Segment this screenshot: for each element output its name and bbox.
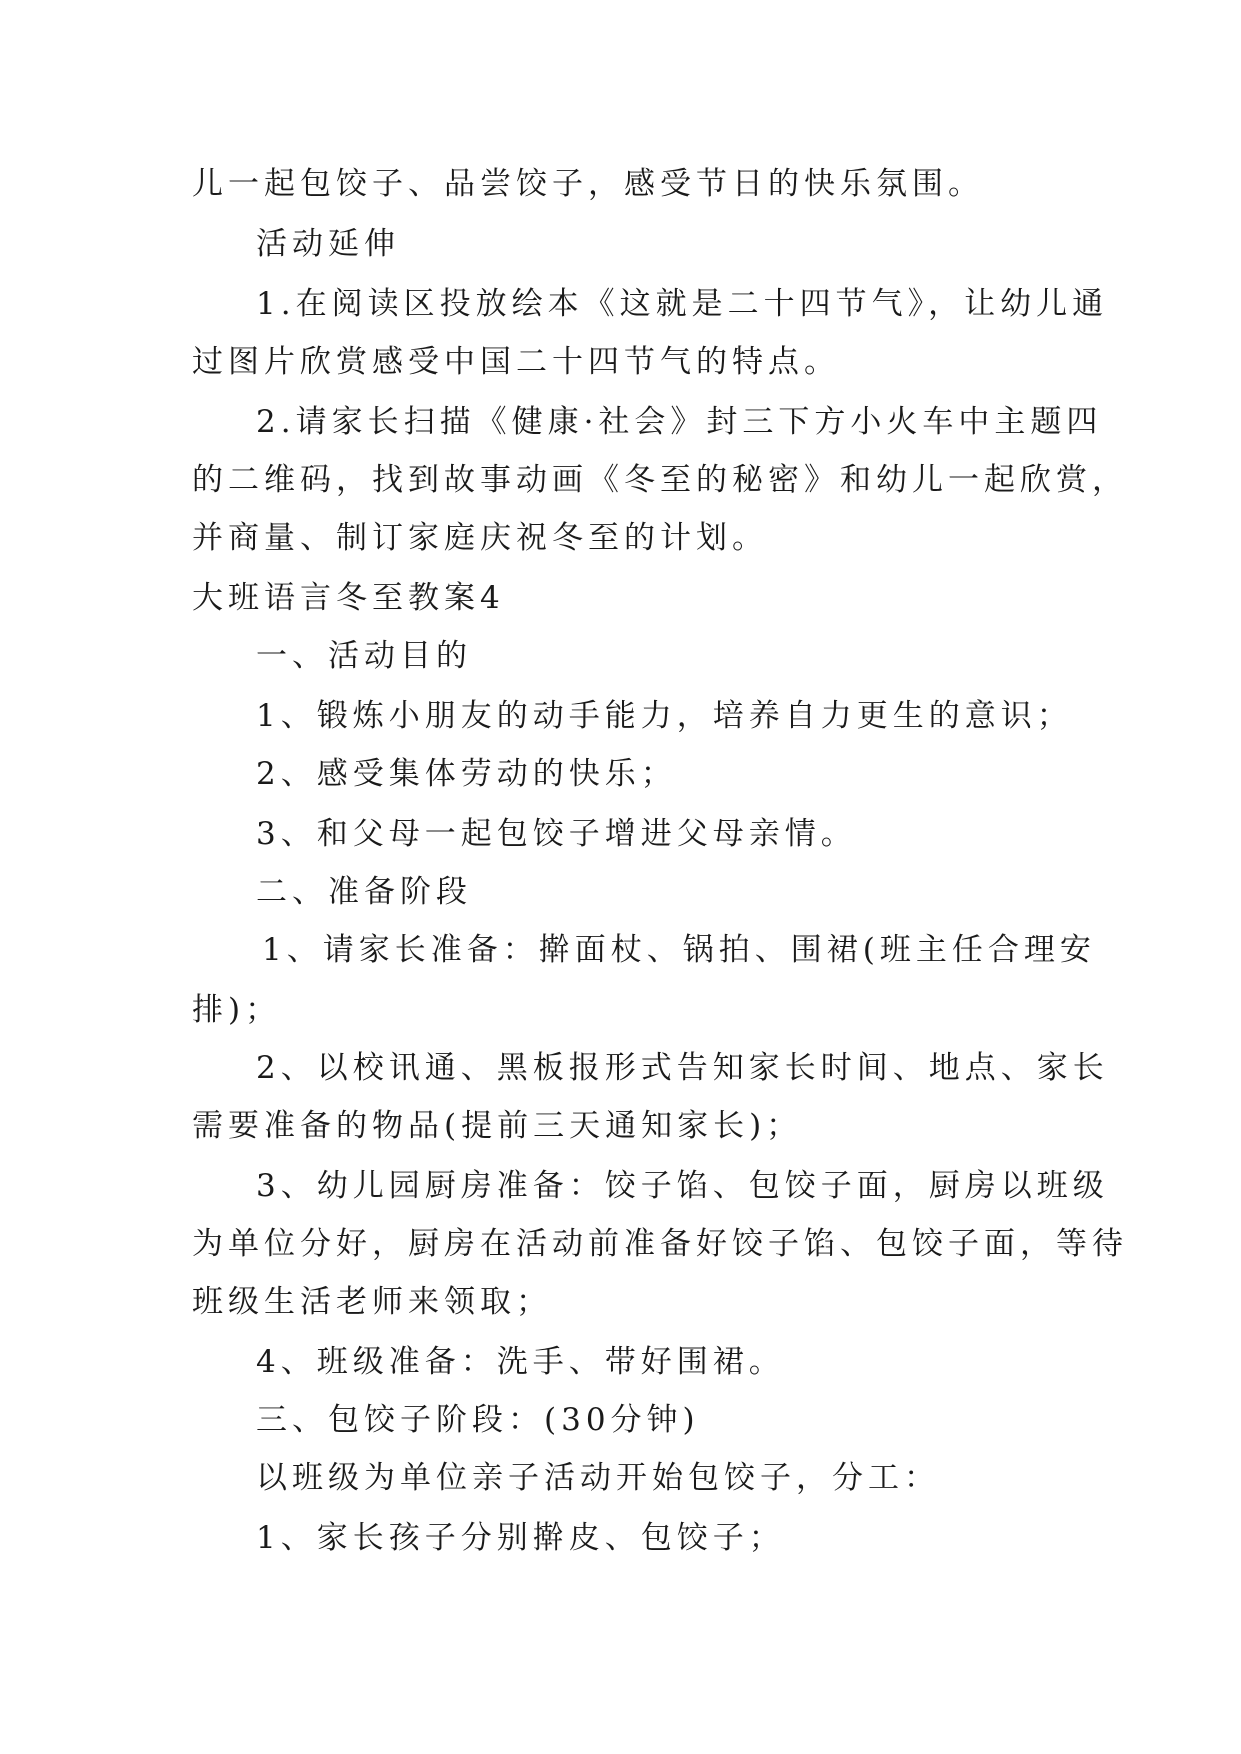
list-item-line: 1、锻炼小朋友的动手能力，培养自力更生的意识； (256, 698, 1073, 734)
list-item-line: 3、幼儿园厨房准备：饺子馅、包饺子面，厨房以班级 (256, 1168, 1109, 1204)
list-item-line: 2.请家长扫描《健康·社会》封三下方小火车中主题四 (256, 404, 1103, 440)
section-heading-preparation: 二、准备阶段 (256, 874, 472, 910)
list-item-line: 3、和父母一起包饺子增进父母亲情。 (256, 816, 857, 852)
paragraph-line-continuation: 儿一起包饺子、品尝饺子，感受节日的快乐氛围。 (192, 166, 984, 202)
list-item-line: 4、班级准备：洗手、带好围裙。 (256, 1344, 785, 1380)
list-item-line: 的二维码，找到故事动画《冬至的秘密》和幼儿一起欣赏， (192, 462, 1128, 498)
section-heading-dumpling-making: 三、包饺子阶段：(30分钟) (256, 1402, 700, 1438)
document-title: 大班语言冬至教案4 (192, 580, 505, 616)
list-item-line: 为单位分好，厨房在活动前准备好饺子馅、包饺子面，等待 (192, 1226, 1128, 1262)
list-item-line: 班级生活老师来领取； (192, 1284, 552, 1320)
list-item-line: 需要准备的物品(提前三天通知家长)； (192, 1108, 803, 1144)
list-item-line: 2、感受集体劳动的快乐； (256, 756, 677, 792)
section-heading-activity-extension: 活动延伸 (256, 226, 400, 262)
list-item-line: 排)； (192, 992, 282, 1028)
list-item-line: 1、请家长准备：擀面杖、锅拍、围裙(班主任合理安 (262, 932, 1096, 968)
list-item-line: 并商量、制订家庭庆祝冬至的计划。 (192, 520, 768, 556)
list-item-line: 过图片欣赏感受中国二十四节气的特点。 (192, 344, 840, 380)
section-heading-objectives: 一、活动目的 (256, 638, 472, 674)
paragraph-line: 以班级为单位亲子活动开始包饺子，分工： (256, 1460, 940, 1496)
list-item-line: 2、以校讯通、黑板报形式告知家长时间、地点、家长 (256, 1050, 1109, 1086)
list-item-line: 1、家长孩子分别擀皮、包饺子； (256, 1520, 785, 1556)
list-item-line: 1.在阅读区投放绘本《这就是二十四节气》，让幼儿通 (256, 286, 1109, 322)
